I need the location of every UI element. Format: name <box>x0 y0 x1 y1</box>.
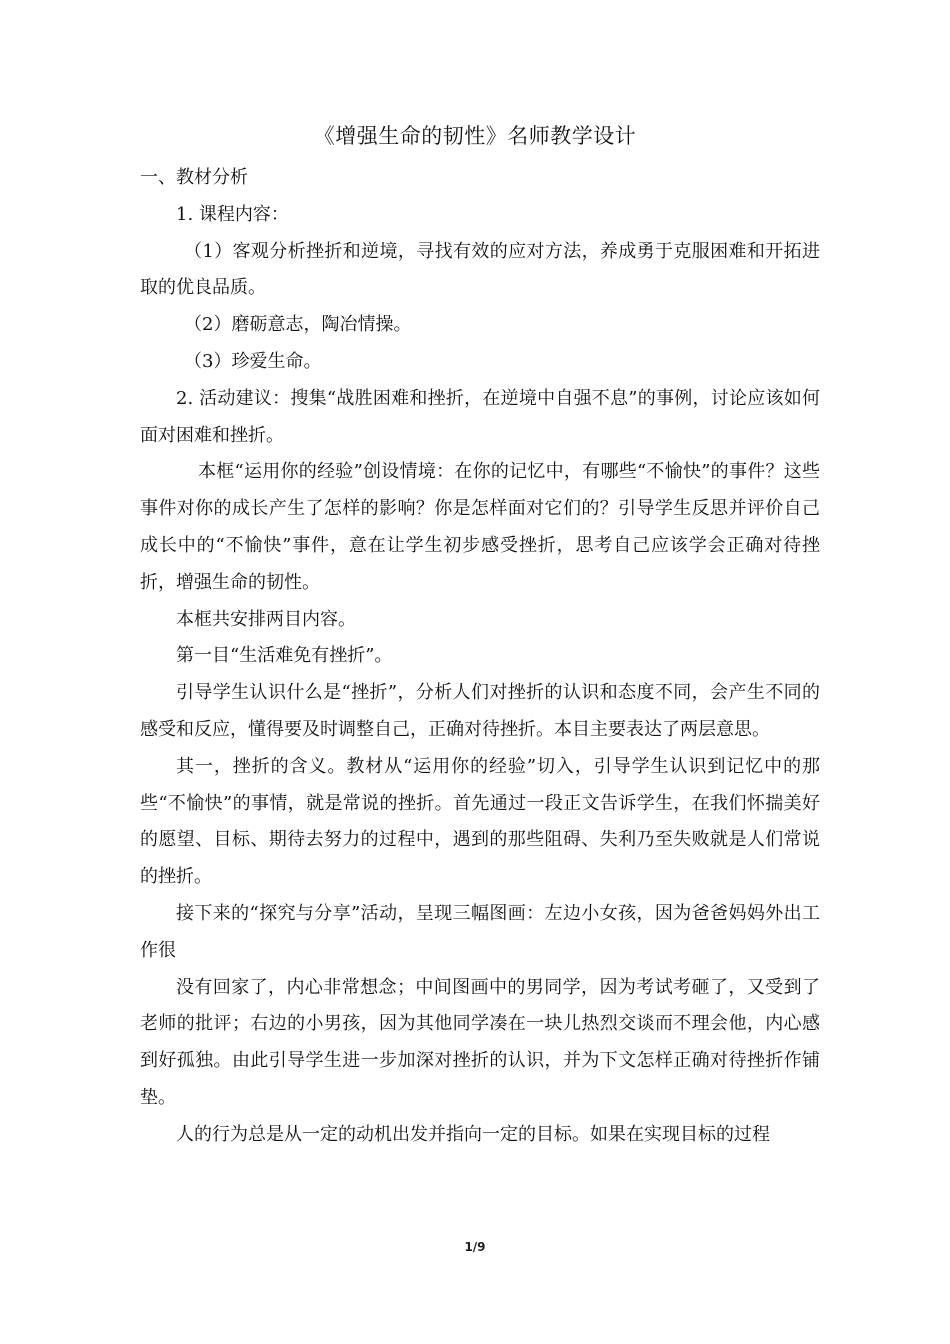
body-paragraph: 本框“运用你的经验”创设情境：在你的记忆中，有哪些“不愉快”的事件？这些事件对你的成长产生了怎样的影响？你是怎样面对它们的？引导学生反思并评价自己成长中的“不愉快”事件，意在让学生初步感受挫折，思考自己应该学会正确对待挫折，增强生命的韧性。 <box>140 461 820 593</box>
body-paragraph: 本框共安排两目内容。 <box>176 608 356 630</box>
body-paragraph: 引导学生认识什么是“挫折”，分析人们对挫折的认识和态度不同，会产生不同的感受和反应，懂得要及时调整自己，正确对待挫折。本目主要表达了两层意思。 <box>140 682 820 740</box>
numbered-item: 2. 活动建议：搜集“战胜困难和挫折，在逆境中自强不息”的事例，讨论应该如何面对困难和挫折。 <box>140 387 820 446</box>
section-heading: 一、教材分析 <box>140 167 248 188</box>
body-paragraph: 第一目“生活难免有挫折”。 <box>176 645 393 667</box>
body-paragraph: 人的行为总是从一定的动机出发并指向一定的目标。如果在实现目标的过程 <box>176 1123 770 1145</box>
body-paragraph: 没有回家了，内心非常想念；中间图画中的男同学，因为考试考砸了，又受到了老师的批评；右边的小男孩，因为其他同学凑在一块儿热烈交谈而不理会他，内心感到好孤独。由此引导学生进一步加深对挫折的认识，并为下文怎样正确对待挫折作铺垫。 <box>140 976 820 1108</box>
sub-item: （3）珍爱生命。 <box>184 350 322 372</box>
document-title: 《增强生命的韧性》名师教学设计 <box>313 124 637 148</box>
body-paragraph: 接下来的“探究与分享”活动，呈现三幅图画：左边小女孩，因为爸爸妈妈外出工作很 <box>140 902 820 961</box>
body-paragraph: 其一，挫折的含义。教材从“运用你的经验”切入，引导学生认识到记忆中的那些“不愉快”的事情，就是常说的挫折。首先通过一段正文告诉学生，在我们怀揣美好的愿望、目标、期待去努力的过程中，遇到的那些阻碍、失利乃至失败就是人们常说的挫折。 <box>140 755 820 888</box>
numbered-item: 1. 课程内容： <box>176 203 289 225</box>
document-body <box>140 160 820 1154</box>
page-number: 1/9 <box>464 1240 486 1254</box>
sub-item: （2）磨砺意志，陶冶情操。 <box>184 314 412 336</box>
sub-item: （1）客观分析挫折和逆境，寻找有效的应对方法，养成勇于克服困难和开拓进取的优良品质。 <box>140 240 820 299</box>
